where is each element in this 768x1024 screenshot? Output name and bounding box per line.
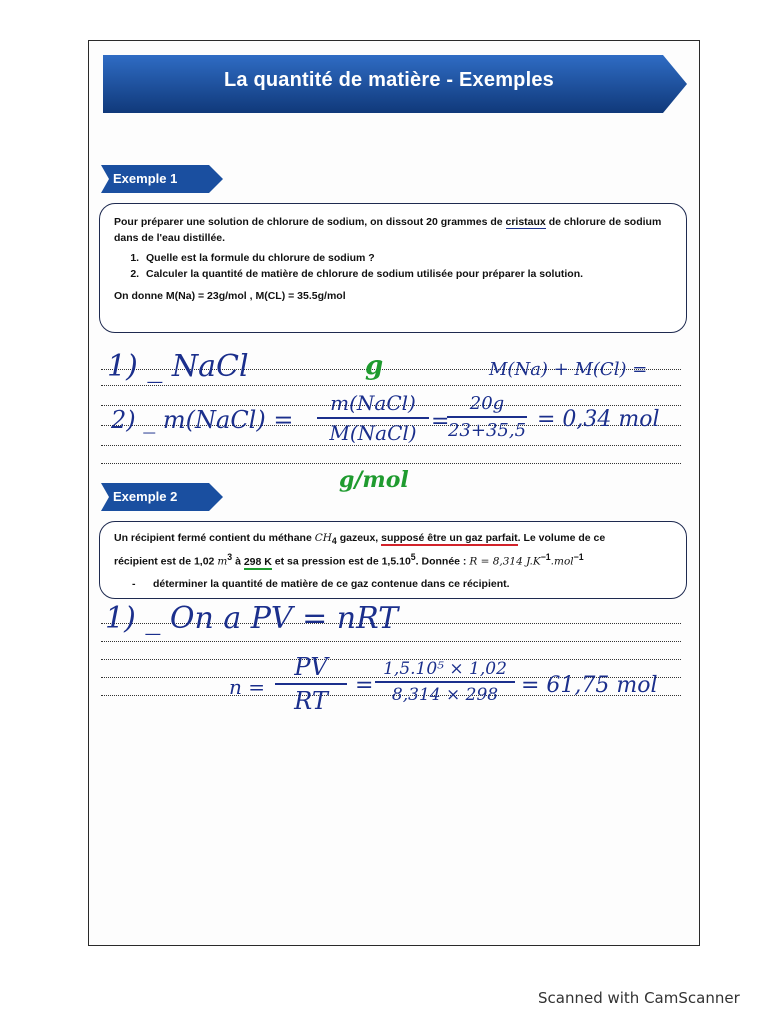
page-title: La quantité de matière - Exemples: [223, 69, 555, 91]
hw-equals: =: [431, 409, 450, 434]
fraction-bar: [375, 681, 515, 683]
example-1-label: Exemple 1: [113, 171, 178, 186]
answer-line: [101, 385, 681, 386]
hw-ex2-fraction-2-den: 8,314 × 298: [391, 685, 499, 705]
hw-ex2-fraction-1-num: PV: [294, 653, 328, 681]
answer-line: [101, 463, 681, 464]
worksheet-page: [88, 40, 700, 946]
hw-fraction-1: [317, 391, 429, 445]
question-1: 1. Quelle est la formule du chlorure de sodium ?: [142, 250, 672, 266]
hw-answer-2-prefix: 2) _ m(NaCl) =: [111, 406, 294, 434]
fraction-bar: [447, 416, 527, 418]
example-1-questions: [114, 250, 672, 282]
hw-result-2: = 61,75 mol: [521, 673, 658, 698]
hw-ex2-fraction-2-num: 1,5.10⁵ × 1,02: [383, 659, 507, 679]
example-1-box: [99, 203, 687, 333]
question-2: 2. Calculer la quantité de matière de chlorure de sodium utilisée pour préparer la solution.: [142, 266, 672, 282]
answer-line: [101, 641, 681, 642]
hw-ex2-equals: =: [355, 673, 374, 698]
hw-fraction-1-num: m(NaCl): [330, 391, 416, 415]
title-banner: [103, 55, 689, 113]
hw-ex2-fraction-2: [375, 659, 515, 705]
example-1-tag: [101, 165, 223, 193]
hw-fraction-2-den: 23+35,5: [447, 420, 527, 441]
fraction-bar: [317, 417, 429, 419]
example-2-line-1: Un récipient fermé contient du méthane $CH_4$ gazeux, supposé être un gaz parfait. Le volume de ce: [114, 532, 606, 547]
example-2-task: - déterminer la quantité de matière de ce gaz contenue dans ce récipient.: [132, 577, 510, 590]
example-1-given: On donne M(Na) = 23g/mol , M(CL) = 35.5g/mol: [114, 290, 346, 302]
hw-fraction-2: [447, 393, 527, 441]
example-2-box: [99, 521, 687, 599]
scanner-watermark: Scanned with CamScanner: [538, 989, 740, 1007]
example-2-tag: [101, 483, 223, 511]
hw-ex2-fraction-1-den: RT: [294, 687, 328, 715]
fraction-bar: [275, 683, 347, 685]
hw-fraction-1-den: M(NaCl): [329, 421, 417, 445]
hw-check-mark: g: [365, 351, 384, 381]
hw-result-1: = 0,34 mol: [537, 407, 660, 432]
example-1-intro: Pour préparer une solution de chlorure de sodium, on dissout 20 grammes de cristaux de chlorure de sodium dans de l'eau distillée.: [114, 216, 662, 244]
hw-answer-1: 1) _ NaCl: [107, 349, 249, 384]
hw-molar-note: M(Na) + M(Cl) =: [489, 359, 648, 380]
hw-unit-note: g/mol: [339, 467, 409, 493]
example-2-line-2: récipient est de 1,02 $m^3$ à 298 K et sa pression est de 1,5.10$^5$. Donnée : R = 8,314 $J.K^{-1}.mol^{-1}$: [114, 552, 584, 568]
hw-n-label: n =: [229, 675, 265, 699]
answer-line: [101, 445, 681, 446]
hw-ex2-fraction-1: [275, 653, 347, 715]
example-2-label: Exemple 2: [113, 489, 178, 504]
hw-fraction-2-num: 20g: [469, 393, 505, 414]
hw-ex2-line-1: 1) _ On a PV = nRT: [105, 601, 399, 636]
